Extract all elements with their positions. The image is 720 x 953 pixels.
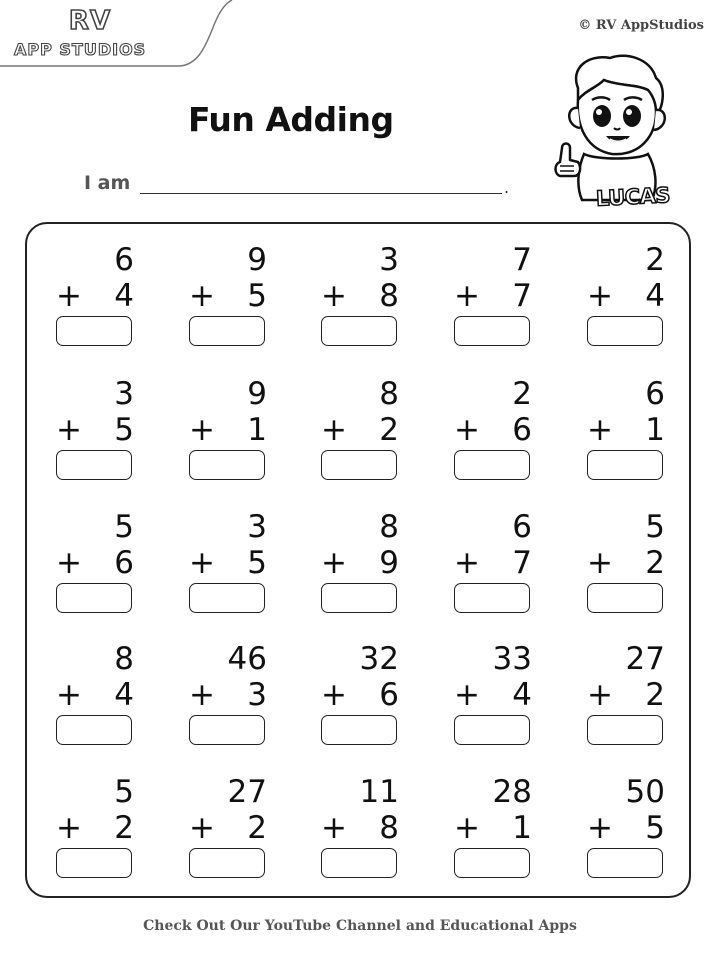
plus-sign: + <box>587 810 613 846</box>
name-input-line[interactable] <box>140 193 502 194</box>
answer-box[interactable] <box>321 848 397 878</box>
plus-sign: + <box>321 810 347 846</box>
answer-box[interactable] <box>56 316 132 346</box>
name-line-period: . <box>504 178 510 197</box>
addition-problem <box>56 242 136 352</box>
addend-bottom: 1 <box>512 810 532 846</box>
rv-app-studios-logo <box>0 0 235 72</box>
addition-problem <box>321 376 401 486</box>
plus-sign: + <box>189 677 215 713</box>
addend-bottom: 3 <box>247 677 267 713</box>
addition-problem <box>56 641 136 751</box>
plus-sign: + <box>587 278 613 314</box>
addend-bottom: 4 <box>512 677 532 713</box>
addition-problem <box>587 376 667 486</box>
addend-top: 27 <box>227 774 267 810</box>
addition-problem <box>454 641 534 751</box>
addend-top: 8 <box>114 641 134 677</box>
addend-top: 5 <box>114 774 134 810</box>
addition-problem <box>321 242 401 352</box>
plus-sign: + <box>56 278 82 314</box>
addend-bottom: 2 <box>645 545 665 581</box>
addend-bottom: 2 <box>645 677 665 713</box>
answer-box[interactable] <box>321 583 397 613</box>
addend-top: 28 <box>492 774 532 810</box>
addend-top: 32 <box>359 641 399 677</box>
addend-top: 6 <box>645 376 665 412</box>
addend-bottom: 8 <box>379 278 399 314</box>
addend-top: 3 <box>114 376 134 412</box>
addition-problem <box>189 242 269 352</box>
addend-bottom: 6 <box>114 545 134 581</box>
plus-sign: + <box>189 545 215 581</box>
answer-box[interactable] <box>56 583 132 613</box>
plus-sign: + <box>587 677 613 713</box>
addition-problem <box>454 774 534 884</box>
addition-problem <box>454 509 534 619</box>
logo-rv-text: RV <box>68 6 112 36</box>
addition-problem <box>321 641 401 751</box>
answer-box[interactable] <box>189 583 265 613</box>
addend-top: 6 <box>114 242 134 278</box>
plus-sign: + <box>587 545 613 581</box>
addend-top: 5 <box>114 509 134 545</box>
addend-bottom: 6 <box>379 677 399 713</box>
logo-studios-text: APP STUDIOS <box>14 40 147 59</box>
addition-problem <box>189 509 269 619</box>
plus-sign: + <box>56 412 82 448</box>
addend-bottom: 1 <box>645 412 665 448</box>
plus-sign: + <box>321 278 347 314</box>
answer-box[interactable] <box>56 715 132 745</box>
name-label: I am <box>84 172 131 194</box>
answer-box[interactable] <box>454 715 530 745</box>
answer-box[interactable] <box>454 848 530 878</box>
answer-box[interactable] <box>587 450 663 480</box>
addend-bottom: 7 <box>512 545 532 581</box>
addition-problem <box>454 242 534 352</box>
footer-text: Check Out Our YouTube Channel and Educational Apps <box>143 918 577 934</box>
addend-bottom: 2 <box>114 810 134 846</box>
addend-top: 5 <box>645 509 665 545</box>
answer-box[interactable] <box>587 583 663 613</box>
plus-sign: + <box>56 677 82 713</box>
addend-bottom: 5 <box>247 545 267 581</box>
answer-box[interactable] <box>454 450 530 480</box>
addition-problem <box>587 774 667 884</box>
answer-box[interactable] <box>56 450 132 480</box>
answer-box[interactable] <box>56 848 132 878</box>
addend-top: 2 <box>512 376 532 412</box>
plus-sign: + <box>587 412 613 448</box>
addition-problem <box>587 509 667 619</box>
addend-bottom: 4 <box>114 278 134 314</box>
answer-box[interactable] <box>189 450 265 480</box>
addend-top: 9 <box>247 376 267 412</box>
addend-bottom: 6 <box>512 412 532 448</box>
addition-problem <box>454 376 534 486</box>
addend-top: 11 <box>359 774 399 810</box>
addend-top: 2 <box>645 242 665 278</box>
plus-sign: + <box>189 278 215 314</box>
addend-bottom: 5 <box>645 810 665 846</box>
addition-problem <box>321 774 401 884</box>
addition-problem <box>189 641 269 751</box>
answer-box[interactable] <box>321 450 397 480</box>
plus-sign: + <box>189 412 215 448</box>
addend-bottom: 5 <box>114 412 134 448</box>
plus-sign: + <box>321 545 347 581</box>
plus-sign: + <box>189 810 215 846</box>
copyright-text: © RV AppStudios <box>578 18 704 33</box>
addend-top: 3 <box>247 509 267 545</box>
plus-sign: + <box>56 810 82 846</box>
mascot-name-badge: LUCAS <box>595 183 671 211</box>
addition-problem <box>321 509 401 619</box>
plus-sign: + <box>56 545 82 581</box>
answer-box[interactable] <box>454 316 530 346</box>
addend-top: 8 <box>379 509 399 545</box>
answer-box[interactable] <box>587 848 663 878</box>
addition-problem <box>189 774 269 884</box>
addition-problem <box>587 641 667 751</box>
addition-problem <box>56 774 136 884</box>
addition-problem <box>189 376 269 486</box>
answer-box[interactable] <box>189 848 265 878</box>
plus-sign: + <box>454 677 480 713</box>
plus-sign: + <box>454 545 480 581</box>
answer-box[interactable] <box>321 715 397 745</box>
plus-sign: + <box>321 412 347 448</box>
addend-bottom: 4 <box>645 278 665 314</box>
page-title: Fun Adding <box>188 100 394 139</box>
plus-sign: + <box>454 810 480 846</box>
addend-top: 27 <box>625 641 665 677</box>
answer-box[interactable] <box>587 715 663 745</box>
addend-top: 50 <box>625 774 665 810</box>
plus-sign: + <box>321 677 347 713</box>
addend-top: 3 <box>379 242 399 278</box>
addend-top: 9 <box>247 242 267 278</box>
addend-top: 6 <box>512 509 532 545</box>
addend-top: 33 <box>492 641 532 677</box>
addition-problem <box>587 242 667 352</box>
addend-top: 8 <box>379 376 399 412</box>
addition-problem <box>56 509 136 619</box>
addend-top: 7 <box>512 242 532 278</box>
answer-box[interactable] <box>321 316 397 346</box>
addend-bottom: 4 <box>114 677 134 713</box>
addend-bottom: 8 <box>379 810 399 846</box>
addend-bottom: 9 <box>379 545 399 581</box>
addend-bottom: 1 <box>247 412 267 448</box>
answer-box[interactable] <box>189 715 265 745</box>
answer-box[interactable] <box>587 316 663 346</box>
plus-sign: + <box>454 278 480 314</box>
addition-problem <box>56 376 136 486</box>
addend-bottom: 2 <box>247 810 267 846</box>
addend-bottom: 5 <box>247 278 267 314</box>
addend-bottom: 2 <box>379 412 399 448</box>
answer-box[interactable] <box>454 583 530 613</box>
answer-box[interactable] <box>189 316 265 346</box>
addend-top: 46 <box>227 641 267 677</box>
addend-bottom: 7 <box>512 278 532 314</box>
plus-sign: + <box>454 412 480 448</box>
